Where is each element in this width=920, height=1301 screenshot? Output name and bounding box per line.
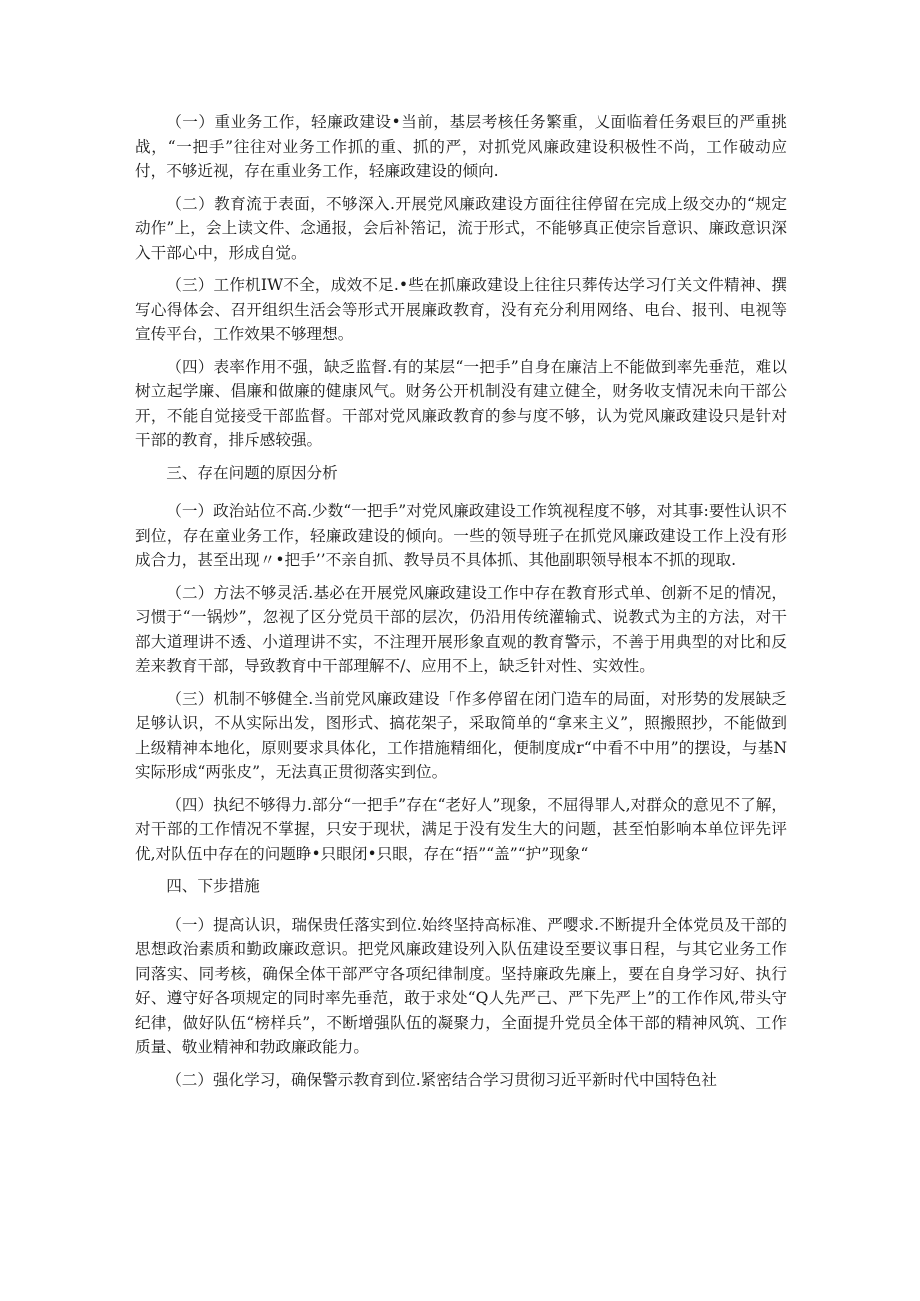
paragraph: （一）提高认识，瑞保贵任落实到位.始终坚持高标准、严嘤求.不断提升全体党员及干部的思想政治素质和勤政廉政意识。把党风廉政建设列入队伍建设至要议事日程，与其它业务工作同落实、同考核，确保全体干部严守各项纪律制度。坚持廉政先廉上，要在自身学习好、执行好、遵守好各项规定的同时率先垂范，敢于求处“Q人先严己、严下先严上”的工作作风,带头守纪律，做好队伍“榜样兵”，不断增强队伍的凝聚力，全面提升党员全体干部的精神风筑、工作质量、敬业精神和勃政廉政能力。	[135, 915, 787, 1056]
paragraph: （二）教育流于表面，不够深入.开展党风廉政建设方面往往停留在完成上级交办的“规定动作”上，会上读文件、念通报，会后补箈记，流于形式，不能够真正使宗旨意识、廉政意识深入干部心中，形成自觉。	[135, 194, 787, 262]
paragraph: （四）表率作用不强，缺乏监督.有的某层“一把手”自身在廉洁上不能做到率先垂范，难以树立起学廉、倡廉和做廉的健康风气。财务公开机制没有建立健全，财务收支情况未向干部公开，不能自觉接受干部监督。干部对党风廉政教育的参与度不够，认为党风廉政建设只是针对干部的教育，排斥感较强。	[135, 357, 787, 449]
paragraph: （四）执纪不够得力.部分“一把手”存在“老好人”现象，不屈得罪人,对群众的意见不了解，对干部的工作情况不掌握，只安于现状，满足于没有发生大的问题，甚至怕影响本单位评先评优,对队伍中存在的问题睁•只眼闭•只眼，存在“捂”“盖”“护”现象“	[135, 795, 787, 863]
paragraph: （二）强化学习，确保警示教育到位.紧密结合学习贯彻习近平新时代中国特色社	[166, 1070, 717, 1089]
paragraph: （一）政治站位不高.少数“一把手”对党风廉政建设工作筑视程度不够，对其事:要性认识不到位，存在童业务工作，轻廉政建设的倾向。一些的领导班子在抓党风廉政建设工作上没有形成合力，甚至出现〃•把手’’不亲自抓、教导员不具体抓、其他副职领导根本不抓的现取.	[135, 502, 787, 569]
paragraph: （三）工作机IW不全，成效不足.•些在抓廉政建设上往往只葬传达学习仃关文件精神、撰写心得体会、召开组织生活会等形式开展廉政教育，没有充分利用网络、电台、报刊、电视等宣传平台，工作效果不够理想。	[135, 276, 787, 343]
paragraph: （三）机制不够健全.当前党风廉政建设「作多停留在闭门造车的局面，对形势的发展缺乏足够认识，不从实际出发，图形式、搞花架子，采取简单的“拿来主义”，照搬照抄，不能做到上级精神本地化，原则要求具体化，工作措施精细化，便制度成r“中看不中用”的摆设，与基N实际形成“两张皮”，无法真正贯彻落实到位。	[135, 689, 787, 781]
document-body	[135, 110, 787, 1100]
section-heading-causes: 三、存在问题的原因分析	[166, 463, 338, 482]
paragraph: （二）方法不够灵活.基必在开展党风廉政建设工作中存在教育形式单、创新不足的情况，习惯于“一锅炒”，忽视了区分党员干部的层次，仍沿用传统灌输式、说教式为主的方法，对干部大道理讲不透、小道理讲不实，不注理开展形象直观的教育警示，不善于用典型的对比和反差来教育干部，导致教育中干部理解不/、应用不上，缺乏针对性、实效性。	[135, 583, 787, 675]
section-heading-next-steps: 四、下步措施	[166, 877, 260, 895]
paragraph: （一）重业务工作，轻廉政建设•当前，基层考核任务繁重，乂面临着任务艰巨的严重挑战，“一把手”往往对业务工作抓的重、抓的严，对抓党风廉政建设积极性不尚，工作破动应付，不够近视，存在重业务工作，轻廉政建设的倾向.	[135, 113, 787, 180]
